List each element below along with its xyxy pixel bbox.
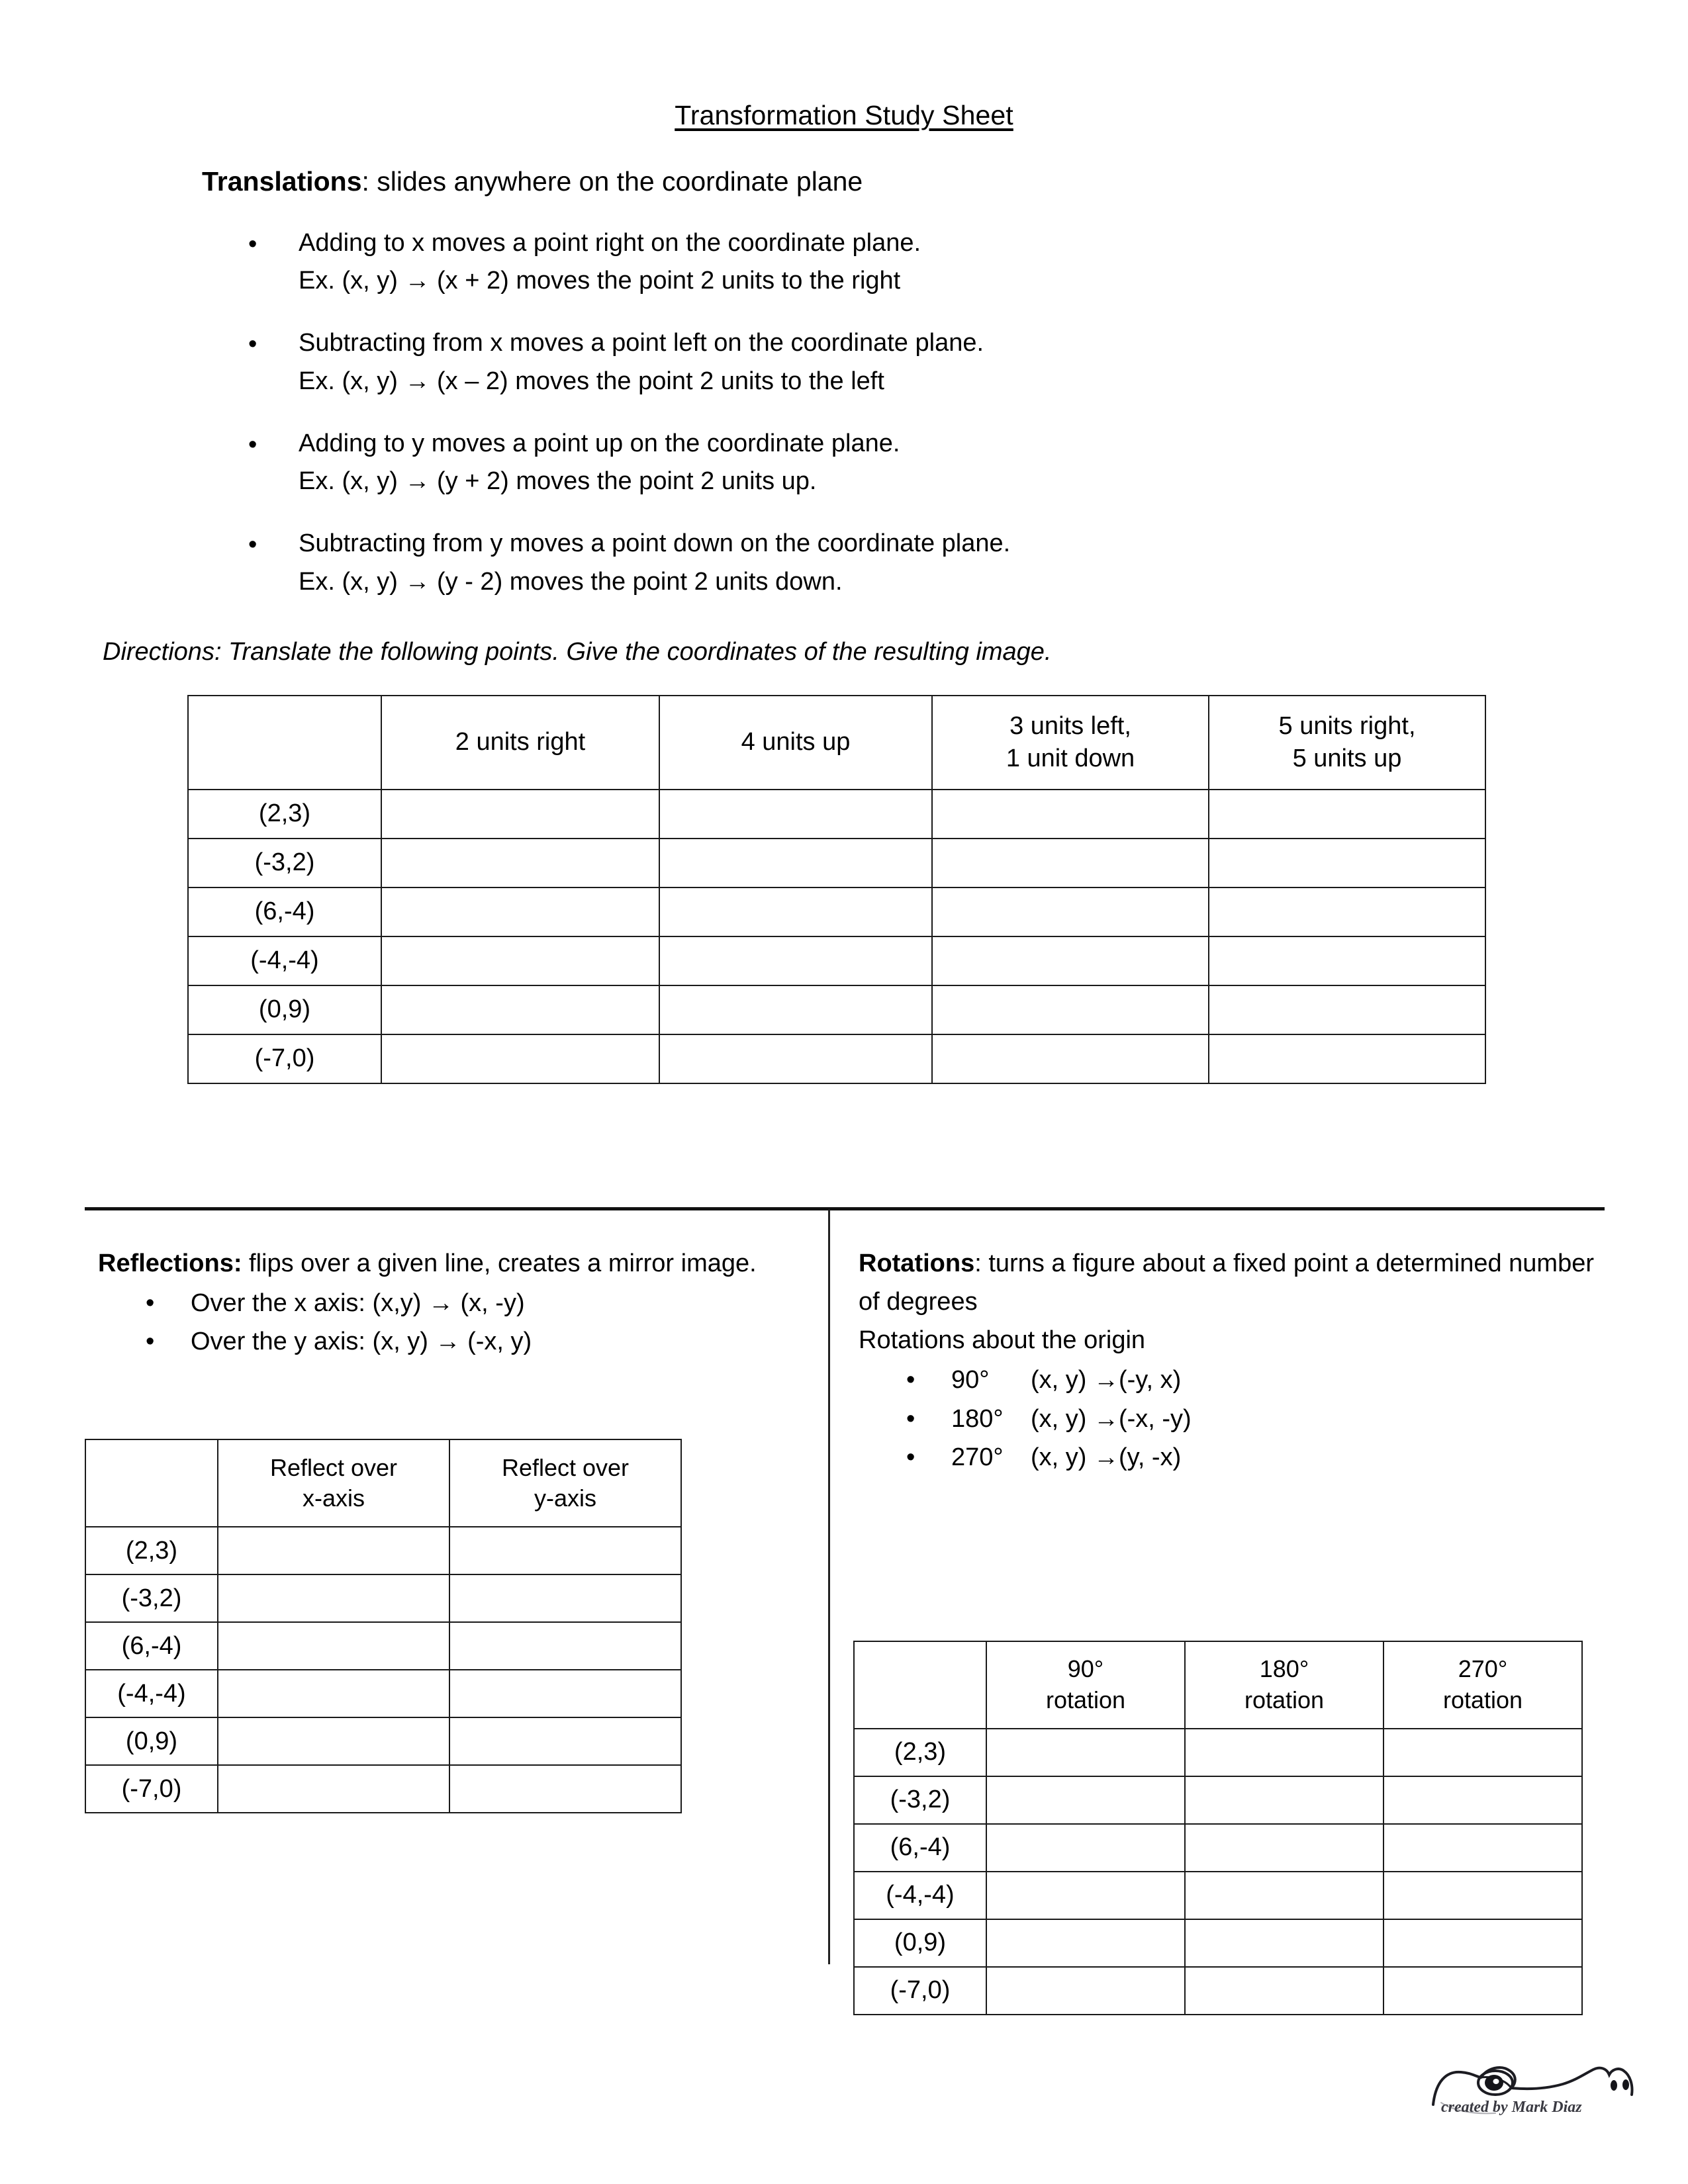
translation-rule-2: Subtracting from x moves a point left on the coordinate plane.: [299, 329, 984, 357]
row-label: (-3,2): [85, 1574, 218, 1622]
translation-header-1: [381, 696, 659, 790]
answer-cell[interactable]: [986, 1824, 1185, 1872]
reflection-header-x: [218, 1439, 449, 1527]
header-line: rotation: [1045, 1686, 1126, 1713]
header-line: 270°: [1458, 1655, 1508, 1682]
answer-cell[interactable]: [381, 1034, 659, 1083]
reflections-heading-rest: flips over a given line, creates a mirror image.: [242, 1250, 757, 1277]
table-row: [188, 887, 1485, 936]
answer-cell[interactable]: [381, 887, 659, 936]
answer-cell[interactable]: [1185, 1967, 1383, 2015]
rotation-header-90: [986, 1641, 1185, 1729]
table-row: [854, 1872, 1582, 1919]
table-row: [85, 1527, 681, 1574]
answer-cell[interactable]: [381, 985, 659, 1034]
header-line: Reflect over: [269, 1453, 398, 1481]
header-line: rotation: [1244, 1686, 1325, 1713]
reflections-heading-bold: Reflections:: [98, 1250, 242, 1277]
answer-cell[interactable]: [449, 1622, 681, 1670]
directions-text: Directions: Translate the following points. Give the coordinates of the resulting image.: [103, 637, 1052, 666]
translation-header-2: [659, 696, 932, 790]
header-line: 90°: [1067, 1655, 1104, 1682]
answer-cell[interactable]: [1185, 1729, 1383, 1776]
translation-table-container: [187, 695, 1688, 1084]
translation-bullet-4: [248, 525, 1688, 602]
example-suffix: (y - 2) moves the point 2 units down.: [430, 567, 843, 596]
rotations-heading-rest: : turns a figure about a fixed point a determined number of degrees: [859, 1250, 1595, 1316]
bullet-icon: •: [906, 1404, 915, 1433]
answer-cell[interactable]: [932, 790, 1209, 839]
rotation-degrees-180: 180°: [951, 1404, 1004, 1433]
answer-cell[interactable]: [986, 1776, 1185, 1824]
answer-cell[interactable]: [659, 887, 932, 936]
table-row: [854, 1776, 1582, 1824]
answer-cell[interactable]: [218, 1527, 449, 1574]
rotation-bullet-270: [906, 1438, 1600, 1477]
rotation-table-container: [853, 1641, 1600, 2015]
row-label: (6,-4): [188, 887, 381, 936]
answer-cell[interactable]: [1185, 1824, 1383, 1872]
answer-cell[interactable]: [1209, 1034, 1485, 1083]
translations-heading: [202, 163, 1688, 200]
reflections-heading: [98, 1244, 800, 1283]
translations-bullet-list: [0, 224, 1688, 602]
rotation-table: [853, 1641, 1583, 2015]
translation-bullet-3: [248, 425, 1688, 502]
reflection-table: [85, 1439, 682, 1813]
row-label: (-7,0): [85, 1765, 218, 1813]
table-row: [188, 790, 1485, 839]
rotations-heading-bold: Rotations: [859, 1250, 975, 1277]
translation-rule-4: Subtracting from y moves a point down on the coordinate plane.: [299, 529, 1011, 558]
page-title: [0, 0, 1688, 132]
translation-example-3: [299, 463, 1688, 501]
header-line: 3 units left,: [1009, 712, 1131, 741]
answer-cell[interactable]: [932, 936, 1209, 985]
table-header-row: [854, 1641, 1582, 1729]
reflections-bullet-list: [98, 1284, 800, 1361]
rotation-degrees-270: 270°: [951, 1443, 1004, 1471]
translations-heading-bold: Translations: [202, 166, 362, 197]
answer-cell[interactable]: [659, 936, 932, 985]
answer-cell[interactable]: [659, 790, 932, 839]
answer-cell[interactable]: [1209, 790, 1485, 839]
bullet-icon: •: [248, 430, 258, 459]
answer-cell[interactable]: [1383, 1824, 1582, 1872]
table-corner-cell: [854, 1641, 986, 1729]
rotation-mapping-90: (x, y) →(-y, x): [1031, 1366, 1182, 1394]
translations-heading-rest: : slides anywhere on the coordinate plane: [361, 166, 863, 197]
row-label: (-4,-4): [854, 1872, 986, 1919]
right-arrow-icon: →: [404, 367, 430, 395]
answer-cell[interactable]: [1209, 985, 1485, 1034]
table-row: [188, 1034, 1485, 1083]
table-row: [85, 1622, 681, 1670]
translation-header-4: [1209, 696, 1485, 790]
sketch-face-logo-icon: [1427, 2042, 1645, 2141]
table-row: [854, 1919, 1582, 1967]
answer-cell[interactable]: [1185, 1776, 1383, 1824]
answer-cell[interactable]: [1383, 1919, 1582, 1967]
answer-cell[interactable]: [1383, 1872, 1582, 1919]
section-divider-horizontal: [85, 1207, 1605, 1210]
bullet-icon: •: [906, 1443, 915, 1471]
rotation-degrees-90: 90°: [951, 1366, 990, 1394]
table-row: [188, 936, 1485, 985]
rotations-heading: [859, 1244, 1600, 1321]
answer-cell[interactable]: [986, 1729, 1185, 1776]
rotation-bullet-90: [906, 1361, 1600, 1399]
rotations-subheading: Rotations about the origin: [859, 1326, 1146, 1355]
answer-cell[interactable]: [381, 936, 659, 985]
table-row: [188, 985, 1485, 1034]
answer-cell[interactable]: [449, 1574, 681, 1622]
row-label: (6,-4): [85, 1622, 218, 1670]
rotation-mapping-270: (x, y) →(y, -x): [1031, 1443, 1182, 1471]
credit-text: created by Mark Diaz: [1441, 2099, 1582, 2116]
translation-example-1: [299, 262, 1688, 300]
header-line: 5 units up: [1292, 744, 1402, 772]
reflection-header-y: [449, 1439, 681, 1527]
bullet-icon: •: [248, 531, 258, 559]
answer-cell[interactable]: [659, 1034, 932, 1083]
section-divider-vertical: [828, 1210, 830, 1964]
row-label: (-3,2): [854, 1776, 986, 1824]
table-corner-cell: [85, 1439, 218, 1527]
row-label: (-7,0): [188, 1034, 381, 1083]
rotations-bullet-list: [859, 1361, 1600, 1476]
answer-cell[interactable]: [449, 1527, 681, 1574]
answer-cell[interactable]: [986, 1967, 1185, 2015]
answer-cell[interactable]: [659, 985, 932, 1034]
answer-cell[interactable]: [1209, 936, 1485, 985]
answer-cell[interactable]: [449, 1670, 681, 1717]
translation-bullet-2: [248, 324, 1688, 401]
reflection-table-container: [85, 1439, 800, 1813]
answer-cell[interactable]: [1209, 887, 1485, 936]
header-line: 4 units up: [741, 728, 851, 756]
row-label: (2,3): [854, 1729, 986, 1776]
row-label: (6,-4): [854, 1824, 986, 1872]
translation-table: [187, 695, 1486, 1084]
answer-cell[interactable]: [449, 1717, 681, 1765]
bullet-icon: •: [248, 330, 258, 359]
reflections-section: [98, 1244, 800, 1813]
table-row: [854, 1824, 1582, 1872]
table-row: [85, 1574, 681, 1622]
row-label: (-4,-4): [188, 936, 381, 985]
translation-header-3: [932, 696, 1209, 790]
rotations-section: [859, 1244, 1600, 2015]
translation-rule-3: Adding to y moves a point up on the coordinate plane.: [299, 429, 900, 457]
header-line: 2 units right: [455, 728, 586, 756]
answer-cell[interactable]: [381, 839, 659, 887]
answer-cell[interactable]: [986, 1872, 1185, 1919]
table-row: [854, 1967, 1582, 2015]
answer-cell[interactable]: [218, 1622, 449, 1670]
row-label: (2,3): [85, 1527, 218, 1574]
row-label: (0,9): [854, 1919, 986, 1967]
rotation-mapping-180: (x, y) →(-x, -y): [1031, 1404, 1192, 1433]
translation-rule-1: Adding to x moves a point right on the coordinate plane.: [299, 228, 921, 257]
table-row: [854, 1729, 1582, 1776]
row-label: (0,9): [85, 1717, 218, 1765]
right-arrow-icon: →: [404, 267, 430, 295]
answer-cell[interactable]: [932, 1034, 1209, 1083]
example-suffix: (x – 2) moves the point 2 units to the left: [430, 367, 884, 395]
answer-cell[interactable]: [659, 839, 932, 887]
header-line: rotation: [1442, 1686, 1523, 1713]
table-corner-cell: [188, 696, 381, 790]
answer-cell[interactable]: [986, 1919, 1185, 1967]
rotation-bullet-180: [906, 1400, 1600, 1438]
bullet-icon: •: [906, 1366, 915, 1394]
answer-cell[interactable]: [381, 790, 659, 839]
answer-cell[interactable]: [449, 1765, 681, 1813]
reflection-bullet-y-axis: [146, 1322, 800, 1361]
table-row: [85, 1765, 681, 1813]
answer-cell[interactable]: [1383, 1776, 1582, 1824]
table-header-row: [85, 1439, 681, 1527]
answer-cell[interactable]: [218, 1574, 449, 1622]
row-label: (-4,-4): [85, 1670, 218, 1717]
answer-cell[interactable]: [218, 1717, 449, 1765]
example-prefix: Ex. (x, y): [299, 367, 405, 395]
bullet-icon: •: [146, 1289, 155, 1318]
right-arrow-icon: →: [404, 567, 430, 596]
example-prefix: Ex. (x, y): [299, 567, 405, 596]
header-line: y-axis: [534, 1484, 596, 1512]
header-line: 1 unit down: [1006, 744, 1135, 772]
example-prefix: Ex. (x, y): [299, 267, 405, 295]
rotation-header-270: [1383, 1641, 1582, 1729]
right-arrow-icon: →: [404, 467, 430, 496]
header-line: 180°: [1259, 1655, 1309, 1682]
translation-example-4: [299, 563, 1688, 602]
credit-mark: [1427, 2042, 1645, 2141]
translation-bullet-1: [248, 224, 1688, 301]
answer-cell[interactable]: [1383, 1967, 1582, 2015]
reflection-bullet-x-axis: [146, 1284, 800, 1322]
answer-cell[interactable]: [932, 887, 1209, 936]
row-label: (2,3): [188, 790, 381, 839]
header-line: x-axis: [302, 1484, 365, 1512]
row-label: (-3,2): [188, 839, 381, 887]
table-header-row: [188, 696, 1485, 790]
table-row: [188, 839, 1485, 887]
answer-cell[interactable]: [932, 985, 1209, 1034]
table-row: [85, 1670, 681, 1717]
answer-cell[interactable]: [218, 1670, 449, 1717]
reflection-rule-x: Over the x axis: (x,y) → (x, -y): [191, 1289, 525, 1318]
example-prefix: Ex. (x, y): [299, 467, 405, 496]
example-suffix: (y + 2) moves the point 2 units up.: [430, 467, 817, 496]
header-line: 5 units right,: [1278, 712, 1416, 741]
table-row: [85, 1717, 681, 1765]
row-label: (-7,0): [854, 1967, 986, 2015]
answer-cell[interactable]: [1209, 839, 1485, 887]
example-suffix: (x + 2) moves the point 2 units to the right: [430, 267, 901, 295]
rotation-header-180: [1185, 1641, 1383, 1729]
answer-cell[interactable]: [1185, 1872, 1383, 1919]
answer-cell[interactable]: [1185, 1919, 1383, 1967]
answer-cell[interactable]: [1383, 1729, 1582, 1776]
bullet-icon: •: [146, 1328, 155, 1356]
translation-example-2: [299, 363, 1688, 401]
bullet-icon: •: [248, 230, 258, 258]
header-line: Reflect over: [501, 1453, 630, 1481]
page-title-text: Transformation Study Sheet: [675, 100, 1013, 130]
row-label: (0,9): [188, 985, 381, 1034]
answer-cell[interactable]: [932, 839, 1209, 887]
reflection-rule-y: Over the y axis: (x, y) → (-x, y): [191, 1328, 532, 1356]
answer-cell[interactable]: [218, 1765, 449, 1813]
